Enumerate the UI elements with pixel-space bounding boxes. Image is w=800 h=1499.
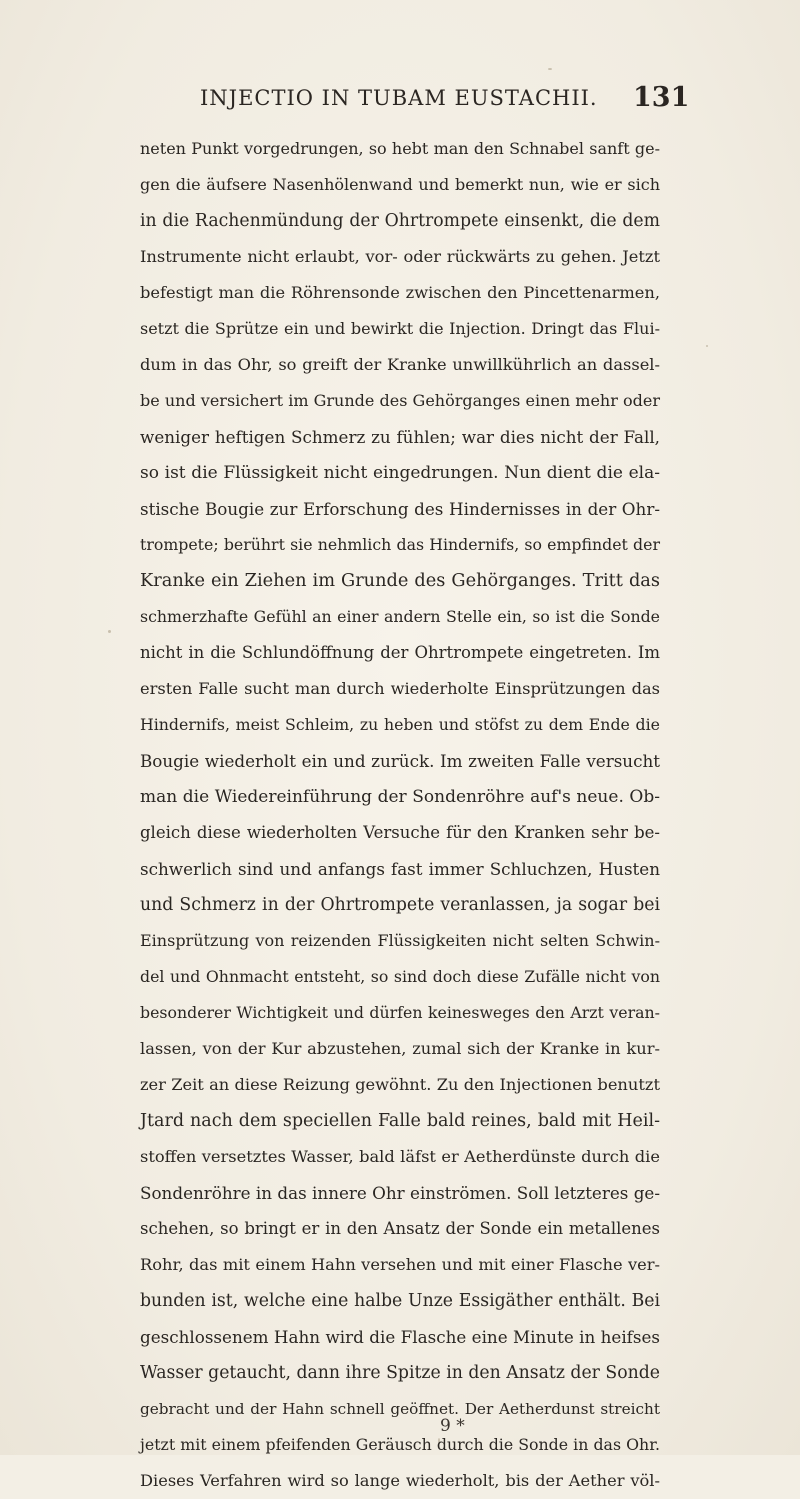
text-line: befestigt man die Röhrensonde zwischen den Pincettenarmen, bbox=[140, 283, 660, 302]
text-line: besonderer Wichtigkeit und dürfen keinesweges den Arzt veran- bbox=[140, 1003, 660, 1022]
text-line: stische Bougie zur Erforschung des Hindernisses in der Ohr- bbox=[140, 499, 660, 519]
text-line: und Schmerz in der Ohrtrompete veranlassen, ja sogar bei bbox=[140, 895, 660, 915]
text-line: schmerzhafte Gefühl an einer andern Stelle ein, so ist die Sonde bbox=[140, 607, 660, 626]
text-line: weniger heftigen Schmerz zu fühlen; war dies nicht der Fall, bbox=[140, 427, 660, 447]
text-line: ersten Falle sucht man durch wiederholte Einsprützungen das bbox=[140, 679, 660, 698]
text-line: geschlossenem Hahn wird die Flasche eine Minute in heifses bbox=[140, 1327, 660, 1347]
page-number: 131 bbox=[633, 82, 690, 113]
text-line: Hindernifs, meist Schleim, zu heben und stöfst zu dem Ende die bbox=[140, 715, 660, 734]
text-line: schehen, so bringt er in den Ansatz der Sonde ein metallenes bbox=[140, 1219, 660, 1238]
text-line: bunden ist, welche eine halbe Unze Essigäther enthält. Bei bbox=[140, 1291, 660, 1311]
text-line: in die Rachenmündung der Ohrtrompete einsenkt, die dem bbox=[140, 211, 660, 231]
text-line: setzt die Sprütze ein und bewirkt die Injection. Dringt das Flui- bbox=[140, 319, 660, 338]
text-line: man die Wiedereinführung der Sondenröhre auf's neue. Ob- bbox=[140, 787, 660, 807]
body-text bbox=[140, 131, 660, 1499]
text-line: Bougie wiederholt ein und zurück. Im zweiten Falle versucht bbox=[140, 751, 660, 771]
text-line: Instrumente nicht erlaubt, vor- oder rückwärts zu gehen. Jetzt bbox=[140, 247, 660, 266]
text-line: nicht in die Schlundöffnung der Ohrtrompete eingetreten. Im bbox=[140, 643, 660, 662]
text-line: del und Ohnmacht entsteht, so sind doch diese Zufälle nicht von bbox=[140, 967, 660, 986]
text-line: dum in das Ohr, so greift der Kranke unwillkührlich an dassel- bbox=[140, 355, 660, 374]
text-line: Jtard nach dem speciellen Falle bald reines, bald mit Heil- bbox=[140, 1111, 660, 1131]
running-header bbox=[0, 82, 800, 122]
text-line: gebracht und der Hahn schnell geöffnet. Der Aetherdunst streicht bbox=[140, 1400, 660, 1418]
paper-speck bbox=[706, 345, 708, 347]
text-line: Kranke ein Ziehen im Grunde des Gehörganges. Tritt das bbox=[140, 571, 660, 591]
text-line: neten Punkt vorgedrungen, so hebt man den Schnabel sanft ge- bbox=[140, 139, 660, 158]
text-line: Einsprützung von reizenden Flüssigkeiten nicht selten Schwin- bbox=[140, 931, 660, 950]
text-line: so ist die Flüssigkeit nicht eingedrungen. Nun dient die ela- bbox=[140, 463, 660, 483]
text-line: gen die äufsere Nasenhölenwand und bemerkt nun, wie er sich bbox=[140, 175, 660, 194]
paper-speck bbox=[548, 68, 552, 70]
text-line: jetzt mit einem pfeifenden Geräusch durch die Sonde in das Ohr. bbox=[140, 1435, 660, 1454]
signature-mark: 9 * bbox=[440, 1416, 465, 1436]
text-line: stoffen versetztes Wasser, bald läfst er Aetherdünste durch die bbox=[140, 1147, 660, 1166]
text-line: schwerlich sind und anfangs fast immer Schluchzen, Husten bbox=[140, 859, 660, 879]
paper-speck bbox=[108, 630, 111, 633]
text-line: Wasser getaucht, dann ihre Spitze in den Ansatz der Sonde bbox=[140, 1363, 660, 1383]
text-line: lassen, von der Kur abzustehen, zumal sich der Kranke in kur- bbox=[140, 1039, 660, 1058]
text-line: Rohr, das mit einem Hahn versehen und mit einer Flasche ver- bbox=[140, 1255, 660, 1274]
text-line: trompete; berührt sie nehmlich das Hindernifs, so empfindet der bbox=[140, 535, 660, 554]
text-line: gleich diese wiederholten Versuche für den Kranken sehr be- bbox=[140, 823, 660, 842]
text-line: zer Zeit an diese Reizung gewöhnt. Zu den Injectionen benutzt bbox=[140, 1075, 660, 1094]
text-line: Dieses Verfahren wird so lange wiederholt, bis der Aether völ- bbox=[140, 1471, 660, 1490]
text-line: be und versichert im Grunde des Gehörganges einen mehr oder bbox=[140, 391, 660, 410]
text-line: Sondenröhre in das innere Ohr einströmen. Soll letzteres ge- bbox=[140, 1183, 660, 1203]
running-title: INJECTIO IN TUBAM EUSTACHII. bbox=[200, 86, 598, 110]
